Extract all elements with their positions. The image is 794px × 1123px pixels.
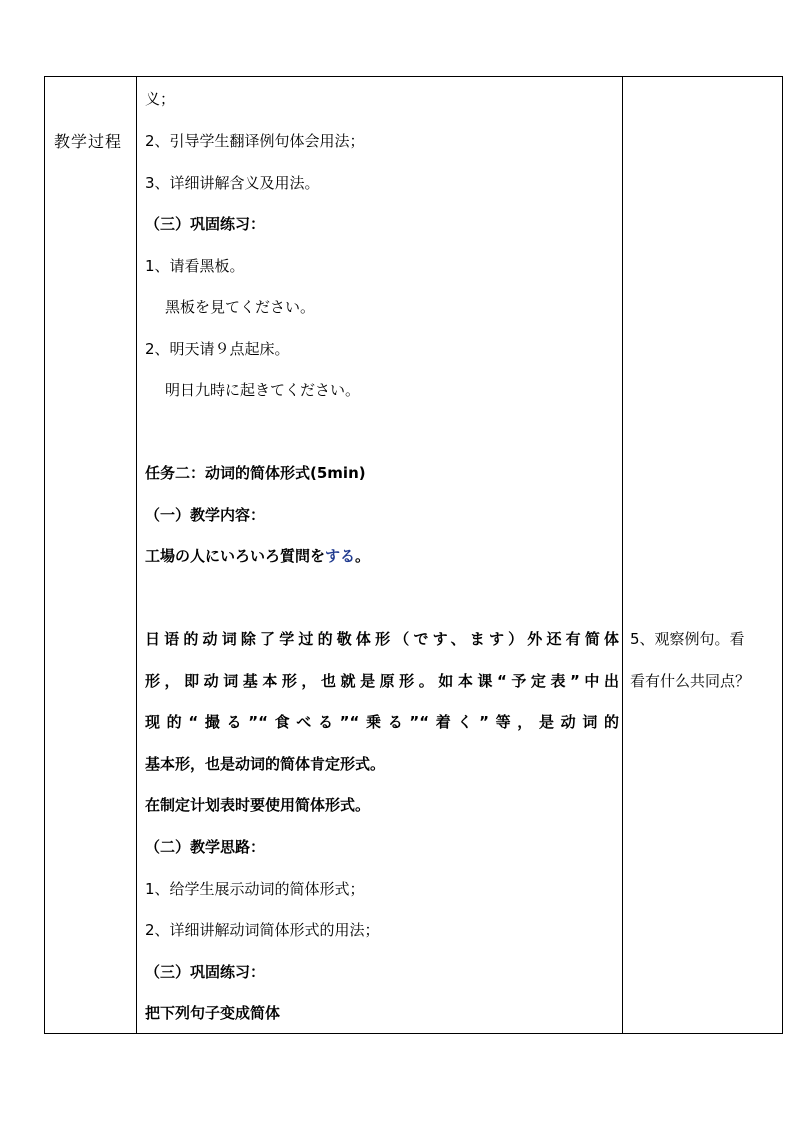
paragraph-line: 现的“撮る”“食べる”“乗る”“着く”等，是动词的 — [145, 713, 619, 731]
content-cell — [137, 77, 623, 1034]
content-line: 3、详细讲解含义及用法。 — [145, 174, 320, 192]
section-heading: （三）巩固练习： — [145, 963, 266, 981]
paragraph-line: 形，即动词基本形，也就是原形。如本课“予定表”中出 — [145, 672, 619, 690]
activity-line: 5、观察例句。看 — [630, 630, 745, 648]
paragraph-line: 基本形，也是动词的简体肯定形式。 — [145, 755, 386, 773]
content-line: 在制定计划表时要使用简体形式。 — [145, 796, 371, 814]
table-row — [45, 77, 783, 1034]
example-text-end: 。 — [355, 547, 371, 565]
content-line: 2、明天请９点起床。 — [145, 340, 290, 358]
section-heading: （一）教学内容： — [145, 506, 266, 524]
example-sentence: 明日九時に起きてください。 — [165, 381, 361, 399]
content-line: 1、给学生展示动词的简体形式； — [145, 880, 365, 898]
task-heading: 任务二：动词的简体形式(5min) — [145, 464, 366, 482]
row-label: 教学过程 — [54, 132, 123, 151]
row-label-cell — [45, 77, 137, 1034]
highlighted-verb: する — [325, 547, 356, 565]
example-text: 工場の人にいろいろ質問を — [145, 547, 326, 565]
example-sentence — [145, 546, 619, 566]
student-activity-cell — [623, 77, 783, 1034]
paragraph-line: 日语的动词除了学过的敬体形（です、ます）外还有简体 — [145, 630, 619, 648]
lesson-plan-table — [44, 76, 783, 1034]
section-heading: （二）教学思路： — [145, 838, 266, 856]
content-line: 把下列句子变成简体 — [145, 1004, 281, 1022]
content-line: 1、请看黑板。 — [145, 257, 245, 275]
content-line: 义； — [145, 90, 176, 108]
content-line: 2、详细讲解动词简体形式的用法； — [145, 921, 380, 939]
example-sentence: 黑板を見てください。 — [165, 298, 316, 316]
activity-line: 看有什么共同点？ — [630, 672, 751, 690]
content-line: 2、引导学生翻译例句体会用法； — [145, 132, 365, 150]
section-heading: （三）巩固练习： — [145, 215, 266, 233]
